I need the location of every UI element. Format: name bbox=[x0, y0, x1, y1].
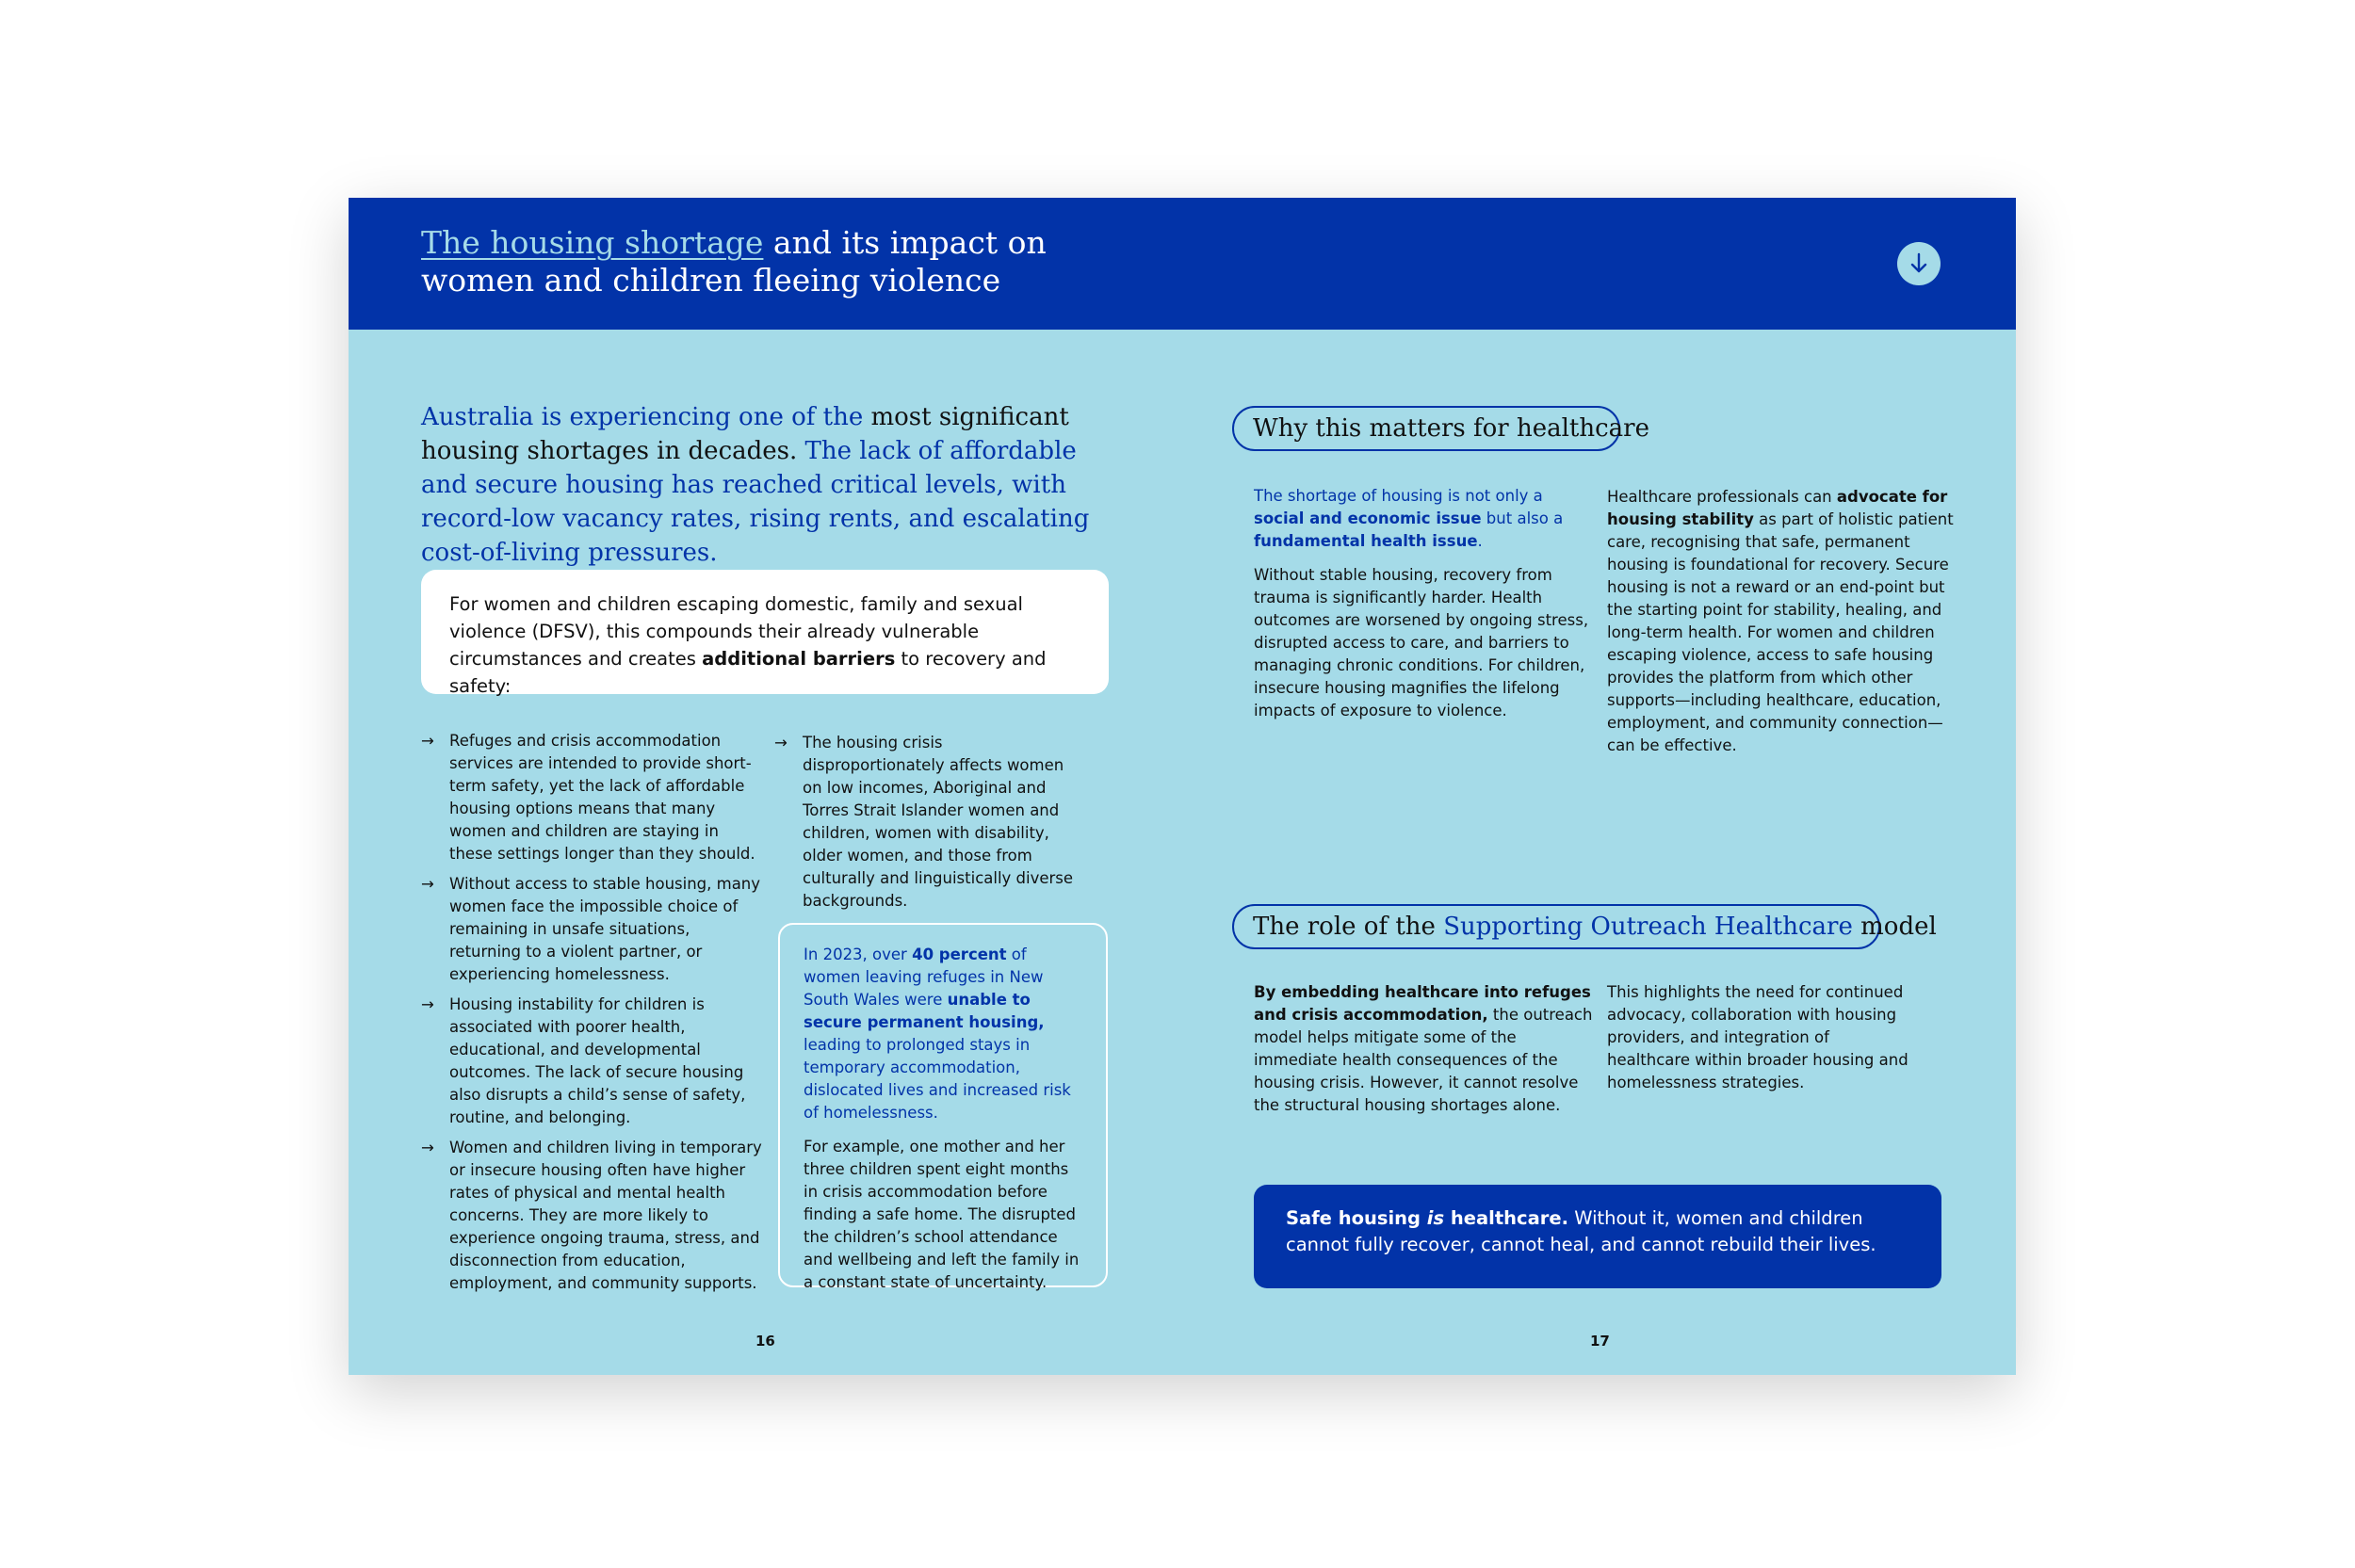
list-item bbox=[421, 994, 762, 1129]
intro-part-2: most significant housing shortages in decades. bbox=[421, 403, 1069, 465]
title-text: and its impact on bbox=[763, 224, 1047, 261]
outreach-col-1 bbox=[1254, 981, 1595, 1128]
stat-bold: unable to secure permanent housing, bbox=[804, 991, 1045, 1031]
bullet-list-col-2 bbox=[774, 732, 1076, 920]
callout-text-1: For women and children escaping domestic, family and sexual violence (DFSV), this compounds their already vulnerable circumstances and creates bbox=[449, 593, 1023, 670]
advocacy-part: Healthcare professionals can bbox=[1607, 488, 1837, 506]
header-banner bbox=[349, 198, 2016, 330]
stat-part: In 2023, over bbox=[804, 946, 913, 963]
heading-part: model bbox=[1852, 913, 1937, 941]
list-item-text: The housing crisis disproportionately affects women on low incomes, Aboriginal and Torres Strait Islander women and children, women with disability, older women, and those from culturally and linguistically diverse backgrounds. bbox=[803, 734, 1074, 910]
lead-part: but also a bbox=[1481, 509, 1564, 527]
stat-bold: 40 percent bbox=[912, 946, 1007, 963]
right-arrow-icon: → bbox=[421, 732, 434, 750]
bullet-list-col-1 bbox=[421, 730, 762, 1302]
title-link[interactable]: The housing shortage bbox=[421, 224, 764, 261]
right-arrow-icon: → bbox=[421, 875, 434, 893]
lead-part: The shortage of housing is not only a bbox=[1254, 487, 1543, 505]
list-item-text: Refuges and crisis accommodation services are intended to provide short-term safety, yet the lack of affordable housing options means that many women and children are staying in these settings longer than they should. bbox=[449, 732, 755, 863]
list-item bbox=[421, 1137, 762, 1295]
intro-paragraph bbox=[421, 400, 1099, 570]
outreach-col-2 bbox=[1607, 981, 1908, 1106]
document-spread bbox=[349, 198, 2016, 1375]
outreach-text bbox=[1254, 981, 1595, 1117]
right-arrow-icon: → bbox=[774, 734, 788, 752]
list-item bbox=[421, 730, 762, 865]
right-arrow-icon: → bbox=[421, 1139, 434, 1156]
intro-part-1: Australia is experiencing one of the bbox=[421, 403, 871, 431]
stat-part: of women leaving refuges in New South Wales were bbox=[804, 946, 1044, 1009]
section-heading-outreach-model bbox=[1232, 904, 1937, 949]
outreach-bold: By embedding healthcare into refuges and crisis accommodation, bbox=[1254, 983, 1591, 1024]
intro-part-3: The lack of affordable and secure housing has reached critical levels, with record-low vacancy rates, rising rents, and escalating cost-of-living pressures. bbox=[421, 437, 1090, 567]
dfsv-callout bbox=[421, 570, 1109, 697]
healthcare-lead bbox=[1254, 485, 1591, 553]
advocacy-part: as part of holistic patient care, recognising that safe, permanent housing is foundational for recovery. Secure housing is not a reward or an end-point but the starting point for stability, healing, and long-term health. For women and children escaping violence, access to safe housing provides the platform from which other supports—including healthcare, education, employment, and community connection—can be effective. bbox=[1607, 510, 1954, 754]
callout-text-3: to recovery and safety: bbox=[449, 648, 1047, 697]
list-item bbox=[421, 873, 762, 986]
page-number-right: 17 bbox=[1590, 1333, 1610, 1350]
outreach-part: the outreach model helps mitigate some of the immediate health consequences of the housing crisis. However, it cannot resolve the structural housing shortages alone. bbox=[1254, 1006, 1593, 1114]
page-number-left: 16 bbox=[755, 1333, 775, 1350]
callout-bold: additional barriers bbox=[702, 648, 896, 670]
example-text: For example, one mother and her three children spent eight months in crisis accommodation before finding a safe home. The disrupted the children’s school attendance and wellbeing and left the family in a constant state of uncertainty. bbox=[804, 1138, 1080, 1291]
title-line-2: women and children fleeing violence bbox=[421, 262, 1001, 299]
statistic-callout bbox=[778, 923, 1108, 1291]
final-bold: healthcare. bbox=[1444, 1207, 1569, 1229]
right-arrow-icon: → bbox=[421, 995, 434, 1013]
lead-bold: social and economic issue bbox=[1254, 509, 1482, 527]
list-item bbox=[774, 732, 1076, 913]
final-text: Without it, women and children cannot fully recover, cannot heal, and cannot rebuild their lives. bbox=[1286, 1207, 1876, 1255]
statistic-text bbox=[804, 944, 1082, 1124]
heading-highlight: Supporting Outreach Healthcare bbox=[1443, 913, 1853, 941]
safe-housing-callout bbox=[1254, 1185, 1941, 1288]
advocacy-need-text: This highlights the need for continued advocacy, collaboration with housing providers, and integration of healthcare within broader housing and homelessness strategies. bbox=[1607, 983, 1908, 1091]
healthcare-col-1 bbox=[1254, 485, 1591, 734]
lead-bold: fundamental health issue bbox=[1254, 532, 1478, 550]
advocacy-bold: advocate for housing stability bbox=[1607, 488, 1948, 528]
healthcare-body: Without stable housing, recovery from trauma is significantly harder. Health outcomes are worsened by ongoing stress, disrupted access to care, and barriers to managing chronic conditions. For children, insecure housing magnifies the lifelong impacts of exposure to violence. bbox=[1254, 566, 1589, 719]
page-title bbox=[421, 224, 1047, 299]
section-heading-healthcare: Why this matters for healthcare bbox=[1232, 406, 1620, 451]
heading-part: The role of the bbox=[1253, 913, 1444, 941]
final-italic: is bbox=[1426, 1207, 1445, 1229]
stat-part: leading to prolonged stays in temporary accommodation, dislocated lives and increased risk of homelessness. bbox=[804, 1036, 1071, 1122]
list-item-text: Women and children living in temporary or insecure housing often have higher rates of physical and mental health concerns. They are more likely to experience ongoing trauma, stress, and disconnection from education, employment, and community supports. bbox=[449, 1139, 762, 1292]
list-item-text: Without access to stable housing, many women face the impossible choice of remaining in unsafe situations, returning to a violent partner, or experiencing homelessness. bbox=[449, 875, 761, 983]
list-item-text: Housing instability for children is associated with poorer health, educational, and developmental outcomes. The lack of secure housing also disrupts a child’s sense of safety, routine, and belonging. bbox=[449, 995, 746, 1126]
lead-part: . bbox=[1477, 532, 1483, 550]
advocacy-text bbox=[1607, 486, 1954, 757]
final-bold: Safe housing bbox=[1286, 1207, 1427, 1229]
arrow-down-circle-icon[interactable] bbox=[1897, 242, 1941, 285]
arrow-down-icon bbox=[1908, 251, 1929, 276]
healthcare-col-2 bbox=[1607, 486, 1954, 768]
